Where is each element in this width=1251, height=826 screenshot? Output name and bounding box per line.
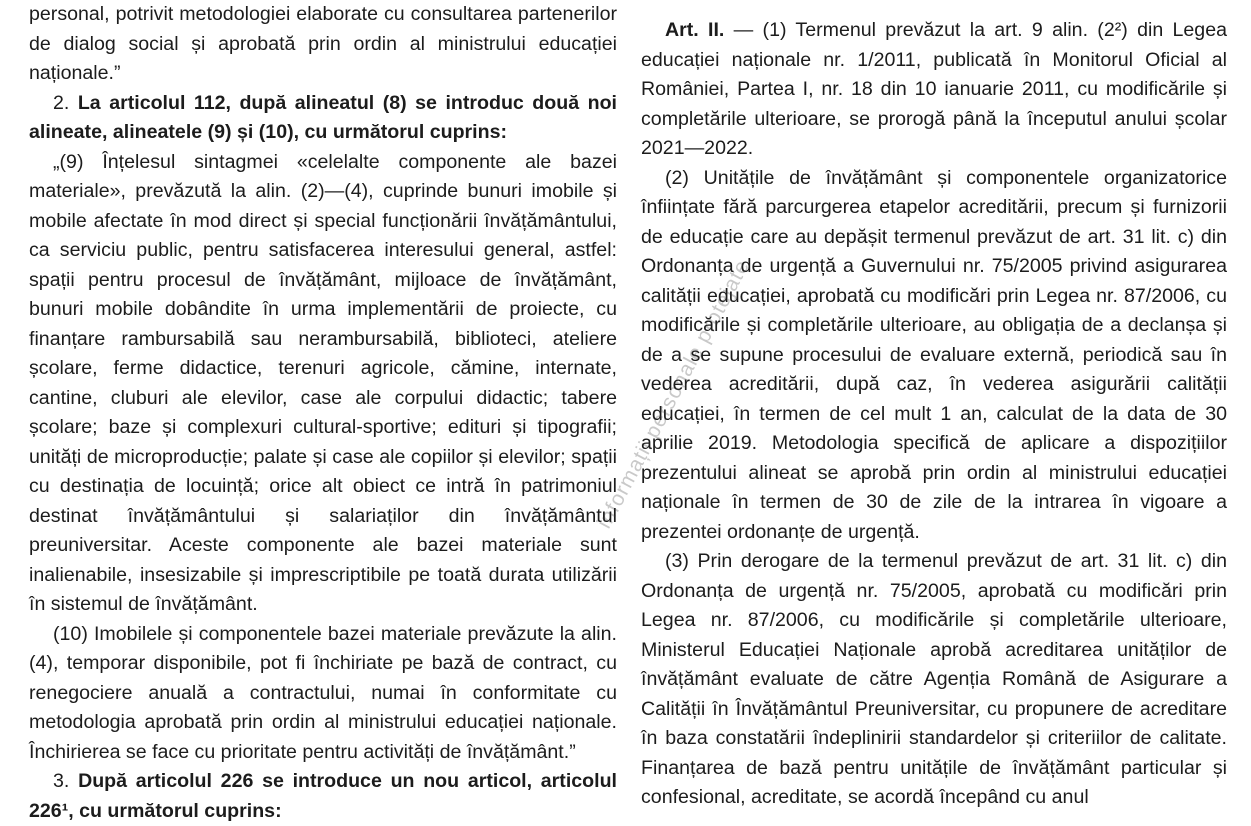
watermark: informații personale protejate <box>592 255 755 533</box>
amendment-2-number: 2. <box>53 91 78 114</box>
article-2-label: Art. II. <box>665 19 725 41</box>
right-column <box>641 16 1227 813</box>
article-2-paragraph-2: (2) Unitățile de învățământ și componentele organizatorice înființate fără parcurgerea etapelor acreditării, precum și furnizorii de educație care au depășit termenul prevăzut de art. 31 lit. c) din Ordonanța de urgență a Guvernului nr. 75/2005 privind asigurarea calității educației, aprobată cu modificări prin Legea nr. 87/2006, cu modificările și completările ulterioare, au obligația de a declanșa și de a se supune procesului de evaluare externă, periodică sau în vederea acreditării, după caz, în vederea asigurării calității educației, în termen de cel mult 1 an, calculat de la data de 30 aprilie 2019. Metodologia specifică de aplicare a dispozițiilor prezentului alineat se aprobă prin ordin al ministrului educației naționale în termen de 30 de zile de la intrarea în vigoare a prezentei ordonanțe de urgență. <box>641 166 1227 543</box>
article-2-paragraph-3: (3) Prin derogare de la termenul prevăzut de art. 31 lit. c) din Ordonanța de urgență nr. 75/2005, aprobată cu modificări prin Legea nr. 87/2006, cu modificările și completările ulterioare, Ministerul Educației Naționale aprobă acreditarea unităților de învățământ evaluate de către Agenția Română de Asigurare a Calității în Învățământul Preuniversitar, cu propunere de acreditare în baza constatării îndeplinirii standardelor și criteriilor de calitate. Finanțarea de bază pentru unitățile de învățământ particular și confesional, acreditate, se acordă începând cu anul <box>641 550 1227 808</box>
paragraph-continuation: personal, potrivit metodologiei elaborate cu consultarea partenerilor de dialog social și aprobată prin ordin al ministrului educației naționale.” <box>29 3 617 84</box>
paragraph-9: „(9) Înțelesul sintagmei «celelalte componente ale bazei materiale», prevăzută la alin. (2)—(4), cuprinde bunuri imobile și mobile afectate în mod direct și special funcționării învățământului, ca serviciu public, pentru satisfacerea interesului general, astfel: spații pentru procesul de învățământ, mijloace de învățământ, bunuri mobile dobândite în urma implementării de proiecte, cu finanțare rambursabilă sau nerambursabilă, biblioteci, ateliere școlare, ferme didactice, terenuri agricole, cămine, internate, cantine, cluburi ale elevilor, case ale corpului didactic; tabere școlare; baze și complexuri cultural-sportive; edituri și tipografii; unități de microproducție; palate și case ale copiilor și elevilor; spații cu destinația de locuință; orice alt obiect ce intră în patrimoniul destinat învățământului și salariaților din învățământul preuniversitar. Aceste componente ale bazei materiale sunt inalienabile, insesizabile și imprescriptibile pe toată durata utilizării în sistemul de învățământ. <box>29 150 617 615</box>
amendment-3-number: 3. <box>53 770 79 792</box>
article-2-paragraph-1 <box>641 16 1227 164</box>
article-2-paragraph-1-text: — (1) Termenul prevăzut la art. 9 alin. (2²) din Legea educației naționale nr. 1/2011, publicată în Monitorul Oficial al României, Partea I, nr. 18 din 10 ianuarie 2011, cu modificările și completările ulterioare, se prorogă până la începutul anului școlar 2021—2022. <box>641 19 1227 159</box>
amendment-3 <box>29 767 617 826</box>
amendment-3-heading: După articolul 226 se introduce un nou articol, articolul 226¹, cu următorul cuprins: <box>29 770 617 822</box>
amendment-2-heading: La articolul 112, după alineatul (8) se introduc două noi alineate, alineatele (9) și (10), cu următorul cuprins: <box>29 91 617 143</box>
paragraph-10: (10) Imobilele și componentele bazei materiale prevăzute la alin. (4), temporar disponibile, pot fi închiriate pe bază de contract, cu renegociere anuală a contractului, numai în conformitate cu metodologia aprobată prin ordin al ministrului educației naționale. Închirierea se face cu prioritate pentru activități de învățământ.” <box>29 622 617 763</box>
left-column <box>29 0 617 826</box>
amendment-2 <box>29 89 617 148</box>
